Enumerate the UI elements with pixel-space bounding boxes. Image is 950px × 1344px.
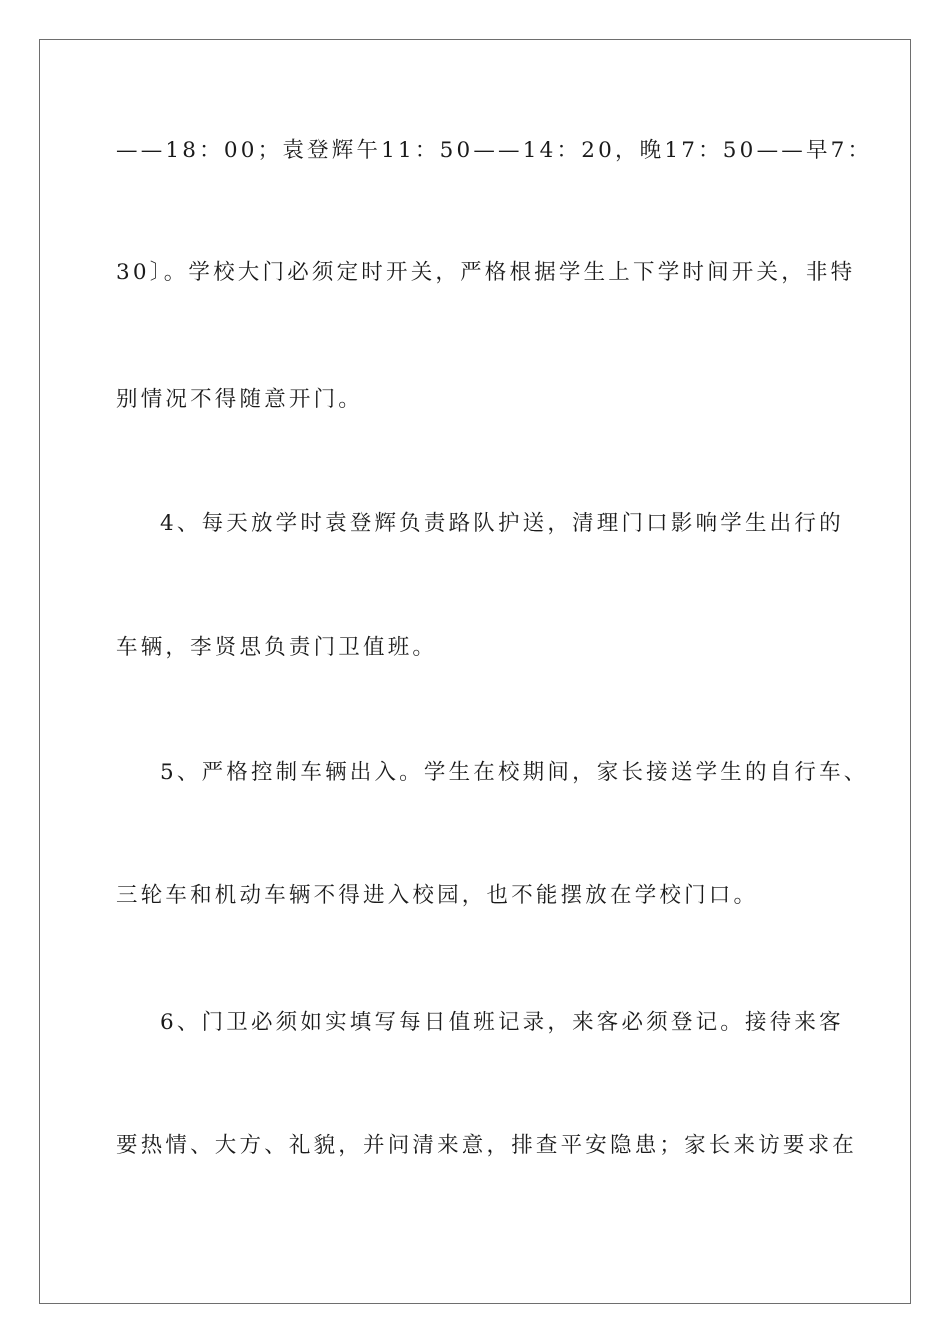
paragraph-5-line-2: 三轮车和机动车辆不得进入校园，也不能摆放在学校门口。 <box>116 883 759 908</box>
text-line-1: ——18：00；袁登辉午11：50——14：20，晚17：50——早7： <box>116 138 873 163</box>
page-border <box>39 39 911 1304</box>
paragraph-6-line-1: 6、门卫必须如实填写每日值班记录，来客必须登记。接待来客 <box>160 1010 844 1035</box>
paragraph-5-line-1: 5、严格控制车辆出入。学生在校期间，家长接送学生的自行车、 <box>160 760 869 785</box>
text-line-2: 30〕。学校大门必须定时开关，严格根据学生上下学时间开关，非特 <box>116 260 856 285</box>
paragraph-4-line-1: 4、每天放学时袁登辉负责路队护送，清理门口影响学生出行的 <box>160 511 844 536</box>
text-line-3: 别情况不得随意开门。 <box>116 387 364 412</box>
paragraph-6-line-2: 要热情、大方、礼貌，并问清来意，排查平安隐患；家长来访要求在 <box>116 1133 858 1158</box>
paragraph-4-line-2: 车辆，李贤思负责门卫值班。 <box>116 635 438 660</box>
